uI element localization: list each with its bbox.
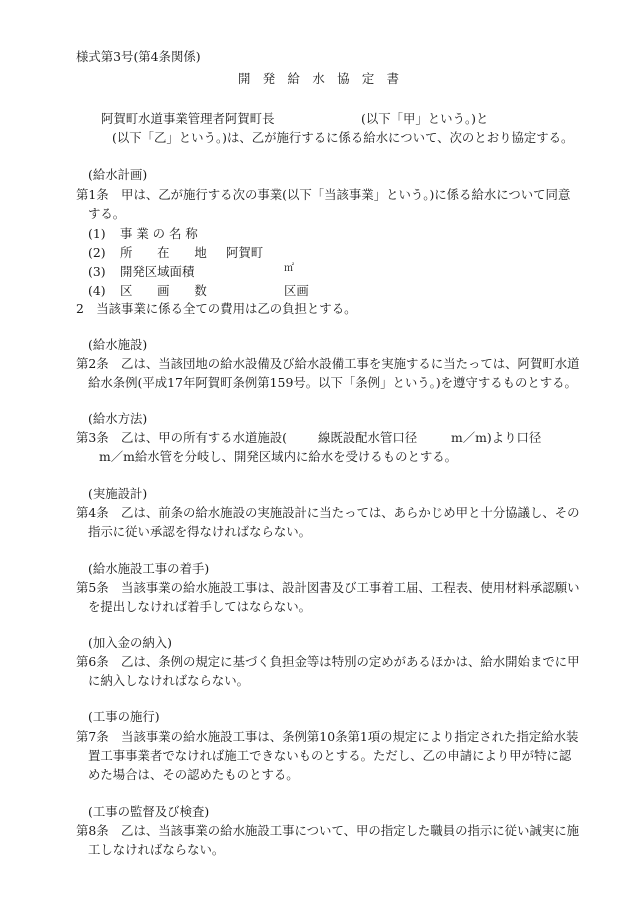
article5-line1: 第5条 当該事業の給水施設工事は、設計図書及び工事着工届、工程表、使用材料承認願い [76,580,580,595]
article7-line2: 置工事事業者でなければ施工できないものとする。ただし、乙の申請により甲が特に認 [88,748,572,763]
article3-heading: (給水方法) [88,411,148,426]
item1-number: (1) [88,226,106,241]
article7-line3: めた場合は、その認めたものとする。 [88,767,299,782]
article4-line2: 指示に従い承認を得なければならない。 [88,524,312,539]
item2-label: 所 在 地 [120,245,207,260]
article8-line2: 工しなければならない。 [88,842,225,857]
document-title: 開 発 給 水 協 定 書 [238,71,400,86]
item4-unit: 区画 [284,283,309,298]
article8-heading: (工事の監督及び検査) [88,804,210,819]
article5-line2: を提出しなければ着手してはならない。 [88,599,312,614]
article6-line1: 第6条 乙は、条例の規定に基づく負担金等は特別の定めがあるほかは、給水開始までに甲 [76,654,580,669]
item4-number: (4) [88,283,106,298]
article7-line1: 第7条 当該事業の給水施設工事は、条例第10条第1項の規定により指定された指定給水装 [76,729,579,744]
article3-line2: m／m給水管を分岐し、開発区域内に給水を受けるものとする。 [99,449,458,464]
article2-heading: (給水施設) [88,337,148,352]
article1-heading: (給水計画) [88,167,148,182]
article3-line1-b: 線既設配水管口径 [318,430,418,445]
article1-line1: 第1条 甲は、乙が施行する次の事業(以下「当該事業」という。)に係る給水について同意 [76,187,571,202]
article4-line1: 第4条 乙は、前条の給水施設の実施設計に当たっては、あらかじめ甲と十分協議し、その [76,505,580,520]
article7-heading: (工事の施行) [88,709,160,724]
article1-line2: する。 [88,206,126,221]
intro-line1-main: 阿賀町水道事業管理者阿賀町長 [101,111,275,126]
item2-number: (2) [88,245,106,260]
item4-label: 区 画 数 [120,283,207,298]
article2-line2: 給水条例(平成17年阿賀町条例第159号。以下「条例」という。)を遵守するものとする。 [88,375,577,390]
article3-line1-c: m／m)より口径 [451,430,542,445]
intro-line2: (以下「乙」という。)は、乙が施行するに係る給水について、次のとおり協定する。 [112,130,574,145]
article4-heading: (実施設計) [88,486,148,501]
intro-line1-tail: (以下「甲」という。)と [361,111,489,126]
article5-heading: (給水施設工事の着手) [88,561,210,576]
article1-paragraph2: 2 当該事業に係る全ての費用は乙の負担とする。 [76,301,357,316]
article6-line2: に納入しなければならない。 [88,673,250,688]
item3-number: (3) [88,264,106,279]
form-number: 様式第3号(第4条関係) [76,49,201,64]
item3-unit: ㎡ [284,263,294,274]
article6-heading: (加入金の納入) [88,635,173,650]
article2-line1: 第2条 乙は、当該団地の給水設備及び給水設備工事を実施するに当たっては、阿賀町水道 [76,356,580,371]
item1-label: 事 業 の 名 称 [120,226,198,241]
article8-line1: 第8条 乙は、当該事業の給水施設工事について、甲の指定した職員の指示に従い誠実に施 [76,823,580,838]
article3-line1-a: 第3条 乙は、甲の所有する水道施設( [76,430,287,445]
item3-label: 開発区域面積 [120,264,195,279]
item2-value: 阿賀町 [226,245,264,260]
